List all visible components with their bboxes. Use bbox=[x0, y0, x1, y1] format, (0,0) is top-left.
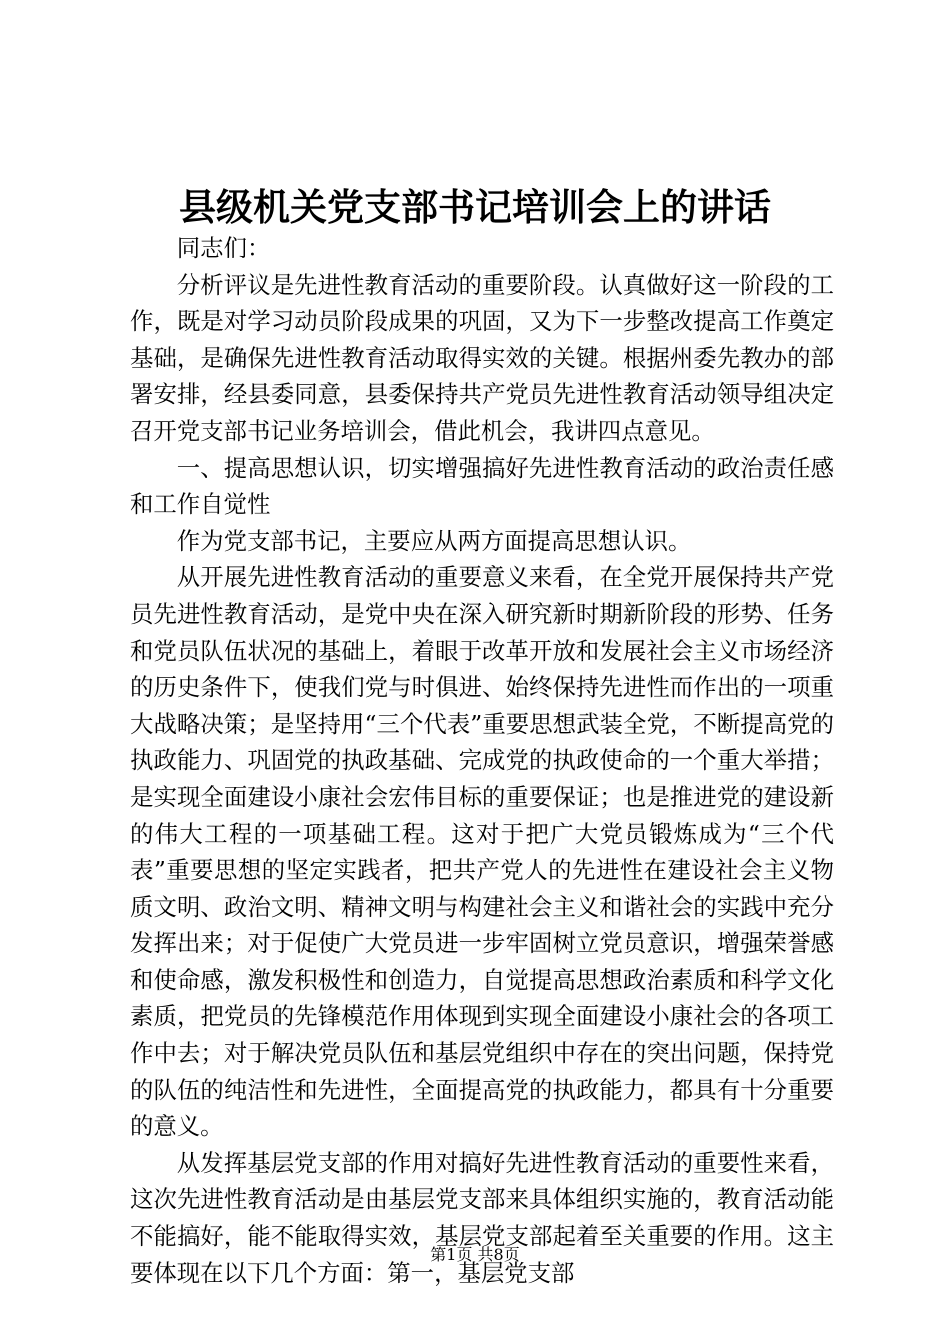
page-footer: 第1页 共8页 bbox=[430, 1245, 520, 1264]
paragraph-party-branch-role: 从发挥基层党支部的作用对搞好先进性教育活动的重要性来看，这次先进性教育活动是由基层党支部来具体组织实施的，教育活动能不能搞好，能不能取得实效，基层党支部起着至关重要的作用。这主要体现在以下几个方面：第一，基层党支部 bbox=[130, 1148, 834, 1287]
section-heading-1: 一、提高思想认识，切实增强搞好先进性教育活动的政治责任感和工作自觉性 bbox=[130, 453, 834, 519]
document-title: 县级机关党支部书记培训会上的讲话 bbox=[179, 185, 771, 229]
salutation: 同志们： bbox=[176, 234, 271, 262]
paragraph-significance: 从开展先进性教育活动的重要意义来看，在全党开展保持共产党员先进性教育活动，是党中央在深入研究新时期新阶段的形势、任务和党员队伍状况的基础上，着眼于改革开放和发展社会主义市场经济的历史条件下，使我们党与时俱进、始终保持先进性而作出的一项重大战略决策；是坚持用“三个代表”重要思想武装全党，不断提高党的执政能力、巩固党的执政基础、完成党的执政使命的一个重大举措；是实现全面建设小康社会宏伟目标的重要保证；也是推进党的建设新的伟大工程的一项基础工程。这对于把广大党员锻炼成为“三个代表”重要思想的坚定实践者，把共产党人的先进性在建设社会主义物质文明、政治文明、精神文明与构建社会主义和谐社会的实践中充分发挥出来；对于促使广大党员进一步牢固树立党员意识，增强荣誉感和使命感，激发积极性和创造力，自觉提高思想政治素质和科学文化素质，把党员的先锋模范作用体现到实现全面建设小康社会的各项工作中去；对于解决党员队伍和基层党组织中存在的突出问题，保持党的队伍的纯洁性和先进性，全面提高党的执政能力，都具有十分重要的意义。 bbox=[130, 563, 834, 1141]
paragraph-summary: 作为党支部书记，主要应从两方面提高思想认识。 bbox=[176, 526, 692, 555]
paragraph-intro: 分析评议是先进性教育活动的重要阶段。认真做好这一阶段的工作，既是对学习动员阶段成果的巩固，又为下一步整改提高工作奠定基础，是确保先进性教育活动取得实效的关键。根据州委先教办的部署安排，经县委同意，县委保持共产党员先进性教育活动领导组决定召开党支部书记业务培训会，借此机会，我讲四点意见。 bbox=[130, 270, 834, 445]
document-body bbox=[130, 230, 834, 1291]
